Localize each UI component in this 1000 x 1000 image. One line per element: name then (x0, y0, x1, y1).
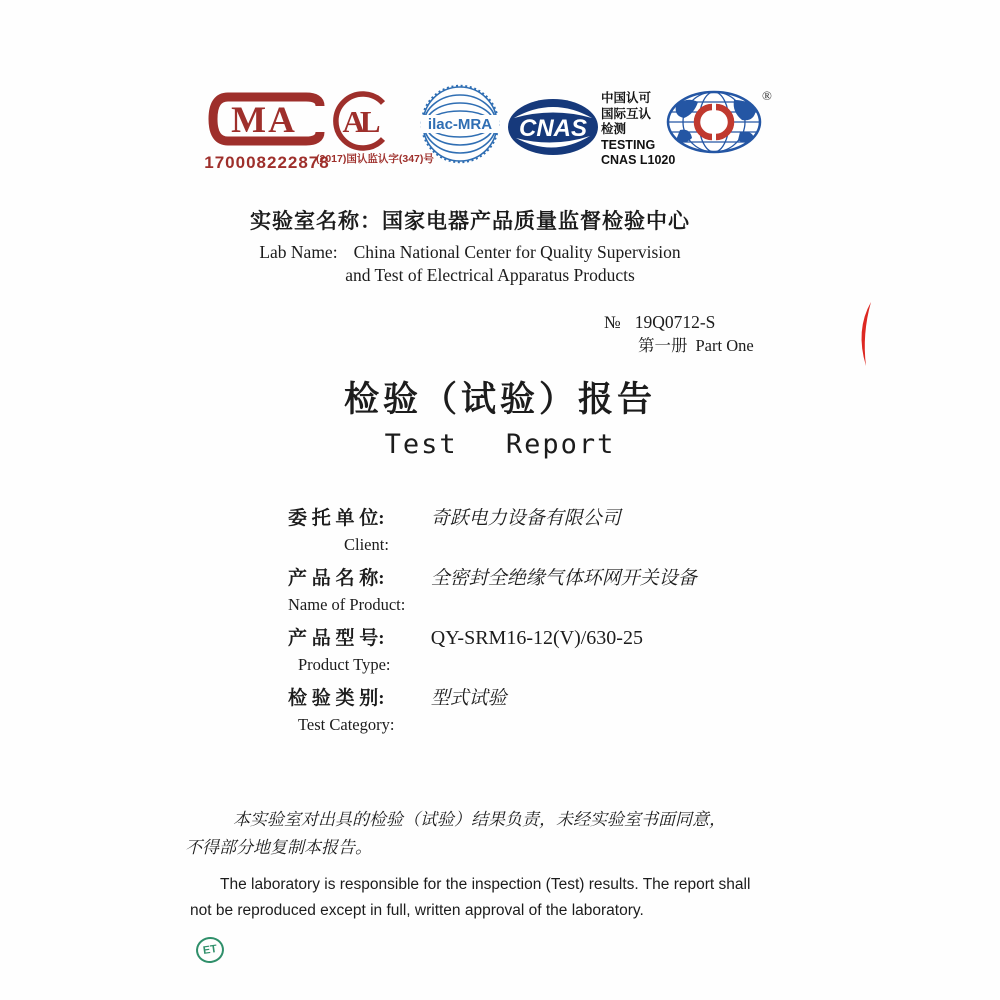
registered-trademark-symbol: ® (762, 88, 772, 103)
field-test-category (288, 685, 768, 737)
test-category-value: 型式试验 (430, 688, 507, 709)
lab-name-en-label: Lab Name: (259, 242, 338, 262)
field-client (288, 505, 768, 557)
svg-text:ilac-MRA: ilac-MRA (427, 116, 493, 133)
client-label-cn: 委 托 单 位: (288, 508, 385, 529)
product-type-label-en: Product Type: (298, 655, 391, 674)
et-stamp-icon: ET (194, 935, 225, 965)
lab-name-block (150, 205, 790, 286)
disclaimer-en-line1: The laboratory is responsible for the inspection (Test) results. The report shall (220, 876, 751, 893)
disclaimer-cn-line2: 不得部分地复制本报告。 (185, 838, 372, 857)
product-type-value: QY-SRM16-12(V)/630-25 (430, 627, 643, 649)
certification-logo-strip (0, 0, 1000, 190)
cnas-icon (506, 97, 600, 157)
ilac-mra-icon (420, 84, 500, 164)
report-number-line (604, 310, 754, 334)
accreditation-line: CNAS L1020 (601, 153, 676, 167)
disclaimer-cn-line1: 本实验室对出具的检验（试验）结果负责，未经实验室书面同意， (233, 810, 726, 829)
lab-name-cn: 实验室名称：国家电器产品质量监督检验中心 (250, 209, 690, 233)
accreditation-line: TESTING (601, 137, 656, 152)
al-mark-icon (330, 90, 392, 152)
svg-text:AL: AL (342, 104, 376, 139)
test-category-label-cn: 检 验 类 别: (288, 688, 385, 709)
ilac-mra-logo (420, 84, 500, 164)
globe-icon (664, 88, 768, 156)
lab-name-en-line2: and Test of Electrical Apparatus Products (345, 265, 635, 285)
svg-text:CNAS: CNAS (518, 115, 588, 142)
client-label-en: Client: (344, 535, 389, 554)
disclaimer-cn (185, 806, 763, 862)
lab-name-en-line1 (150, 242, 790, 263)
report-title-en: Test Report (384, 429, 616, 460)
product-name-value: 全密封全绝缘气体环网开关设备 (430, 568, 697, 589)
accreditation-line: 中国认可 (601, 91, 652, 105)
volume-line (638, 334, 754, 358)
report-number: 19Q0712-S (634, 312, 716, 332)
product-type-label-cn: 产 品 型 号: (288, 628, 385, 649)
disclaimer-en-line2: not be reproduced except in full, written approval of the laboratory. (190, 902, 644, 919)
accreditation-line: 国际互认 (601, 106, 652, 121)
cma-logo (202, 92, 332, 173)
disclaimer-en (190, 872, 782, 924)
svg-text:MA: MA (231, 100, 297, 141)
volume-cn: 第一册 (638, 336, 688, 355)
report-title-cn: 检验（试验）报告 (343, 380, 656, 420)
report-title-block (150, 372, 850, 460)
cnas-logo (506, 97, 600, 157)
cma-mark-icon (208, 92, 326, 146)
report-number-block (604, 310, 754, 358)
cqc-globe-logo (664, 88, 768, 156)
al-logo (330, 90, 394, 157)
field-product-type (288, 625, 768, 677)
al-accreditation-caption: (2017)国认监认字(347)号 (316, 153, 434, 165)
report-fields (288, 505, 768, 745)
product-name-label-cn: 产 品 名 称: (288, 568, 385, 589)
lab-name-en-text: China National Center for Quality Supervision (353, 242, 681, 262)
test-category-label-en: Test Category: (298, 715, 395, 734)
accreditation-line: 检测 (601, 122, 627, 136)
field-product-name (288, 565, 768, 617)
product-name-label-en: Name of Product: (288, 595, 406, 614)
red-pen-mark-icon (853, 300, 875, 375)
volume-en: Part One (695, 336, 754, 355)
client-value: 奇跃电力设备有限公司 (430, 508, 621, 529)
cma-certificate-number: 170008222878 (204, 153, 330, 172)
numero-symbol: № (604, 312, 621, 332)
